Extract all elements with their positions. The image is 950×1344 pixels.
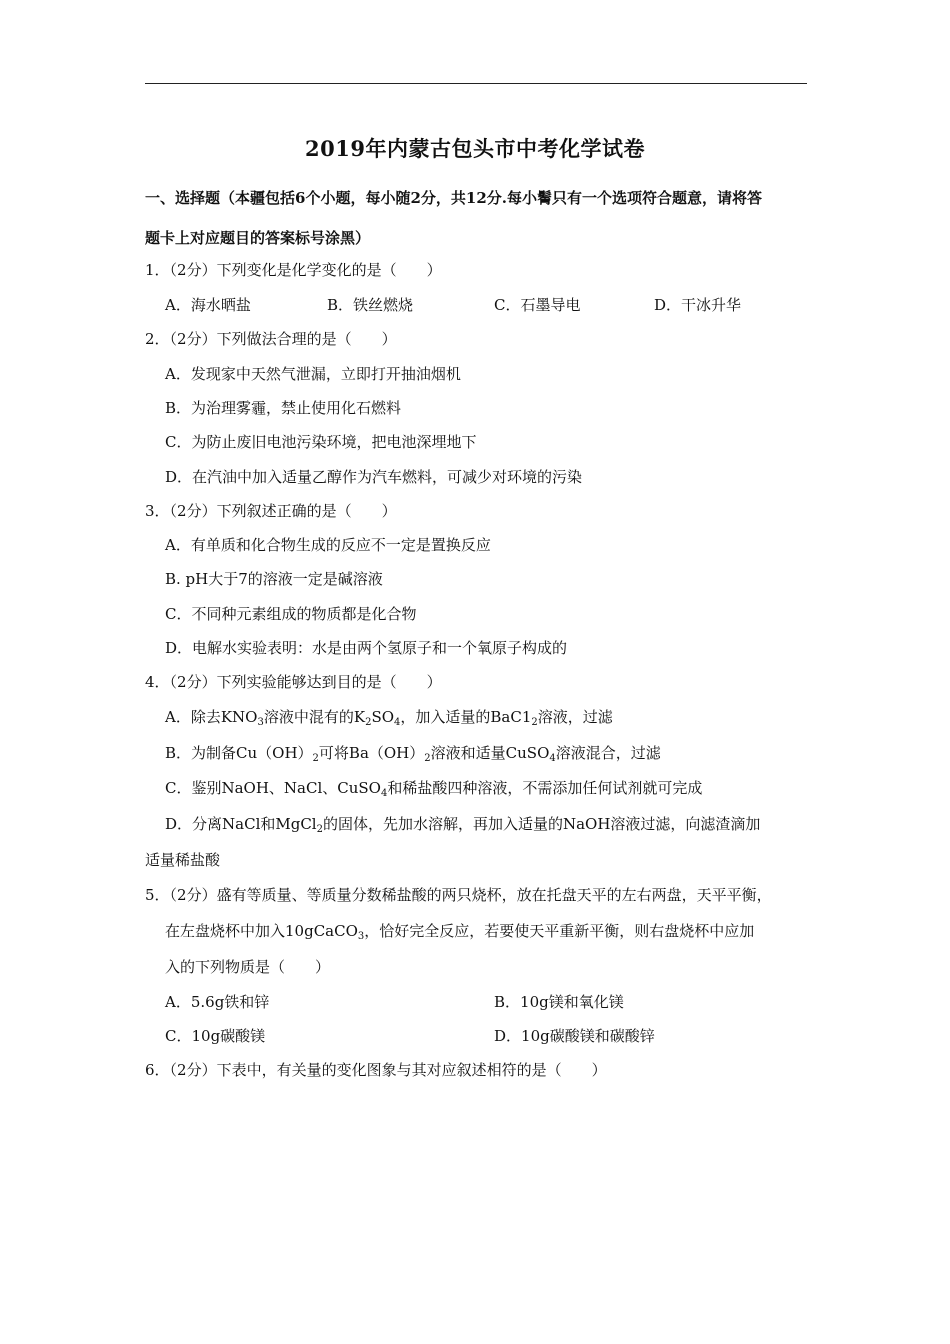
q2-option-a: A．发现家中天然气泄漏，立即打开抽油烟机 bbox=[165, 365, 461, 383]
q5-option-b: B．10g镁和氧化镁 bbox=[494, 993, 624, 1011]
section-heading-line2: 题卡上对应题目的答案标号涂黑） bbox=[145, 229, 371, 247]
q4-option-d-continued: 适量稀盐酸 bbox=[145, 851, 221, 869]
q5-option-c: C．10g碳酸镁 bbox=[165, 1027, 266, 1045]
q3-option-b: B. pH大于7的溶液一定是碱溶液 bbox=[165, 570, 383, 588]
q1-option-d: D．干冰升华 bbox=[654, 296, 742, 314]
q3-option-a: A．有单质和化合物生成的反应不一定是置换反应 bbox=[165, 536, 491, 554]
q1-option-c: C．石墨导电 bbox=[494, 296, 581, 314]
page-title: 2019年内蒙古包头市中考化学试卷 bbox=[305, 136, 645, 161]
q4-option-d: D．分离NaCl和MgCl$_2$的固体，先加水溶解，再加入适量的NaOH溶液过滤，向滤渣滴加 bbox=[165, 815, 761, 835]
question-1-stem: 1．（2分）下列变化是化学变化的是（ ） bbox=[145, 261, 442, 279]
q5-option-a: A．5.6g铁和锌 bbox=[165, 993, 270, 1011]
q2-option-c: C．为防止废旧电池污染环境，把电池深埋地下 bbox=[165, 433, 477, 451]
q4-option-c: C．鉴别NaOH、NaCl、CuSO$_4$和稀盐酸四种溶液，不需添加任何试剂就可完成 bbox=[165, 779, 703, 799]
question-2-stem: 2．（2分）下列做法合理的是（ ） bbox=[145, 330, 397, 348]
question-5-stem-line2: 在左盘烧杯中加入10gCaCO$_3$，恰好完全反应，若要使天平重新平衡，则右盘烧杯中应加 bbox=[165, 922, 755, 942]
q1-option-b: B．铁丝燃烧 bbox=[327, 296, 414, 314]
section-heading-line1: 一、选择题（本疆包括6个小题，每小随2分，共12分.每小鬌只有一个选项符合题意，请将答 bbox=[145, 189, 762, 207]
q4-option-a: A．除去$KNO_3$溶液中混有的$K_2SO_4$，加入适量的$BaC1_2$溶液，过滤 bbox=[165, 708, 613, 728]
question-6-stem: 6．（2分）下表中，有关量的变化图象与其对应叙述相符的是（ ） bbox=[145, 1061, 607, 1079]
q3-option-c: C．不同种元素组成的物质都是化合物 bbox=[165, 605, 417, 623]
question-5-stem-line3: 入的下列物质是（ ） bbox=[165, 958, 331, 976]
q2-option-b: B．为治理雾霾，禁止使用化石燃料 bbox=[165, 399, 402, 417]
question-3-stem: 3．（2分）下列叙述正确的是（ ） bbox=[145, 502, 397, 520]
question-5-stem-line1: 5．（2分）盛有等质量、等质量分数稀盐酸的两只烧杯，放在托盘天平的左右两盘，天平平衡， bbox=[145, 886, 772, 904]
q5-option-d: D．10g碳酸镁和碳酸锌 bbox=[494, 1027, 655, 1045]
header-rule bbox=[145, 83, 807, 84]
q2-option-d: D．在汽油中加入适量乙醇作为汽车燃料，可减少对环境的污染 bbox=[165, 468, 583, 486]
question-4-stem: 4．（2分）下列实验能够达到目的是（ ） bbox=[145, 673, 442, 691]
q4-option-b: B．为制备$Cu(OH)_2$可将$Ba(OH)_2$溶液和适量CuSO$_4$溶液混合，过滤 bbox=[165, 744, 661, 764]
q1-option-a: A．海水晒盐 bbox=[165, 296, 251, 314]
q3-option-d: D．电解水实验表明：水是由两个氢原子和一个氧原子构成的 bbox=[165, 639, 568, 657]
